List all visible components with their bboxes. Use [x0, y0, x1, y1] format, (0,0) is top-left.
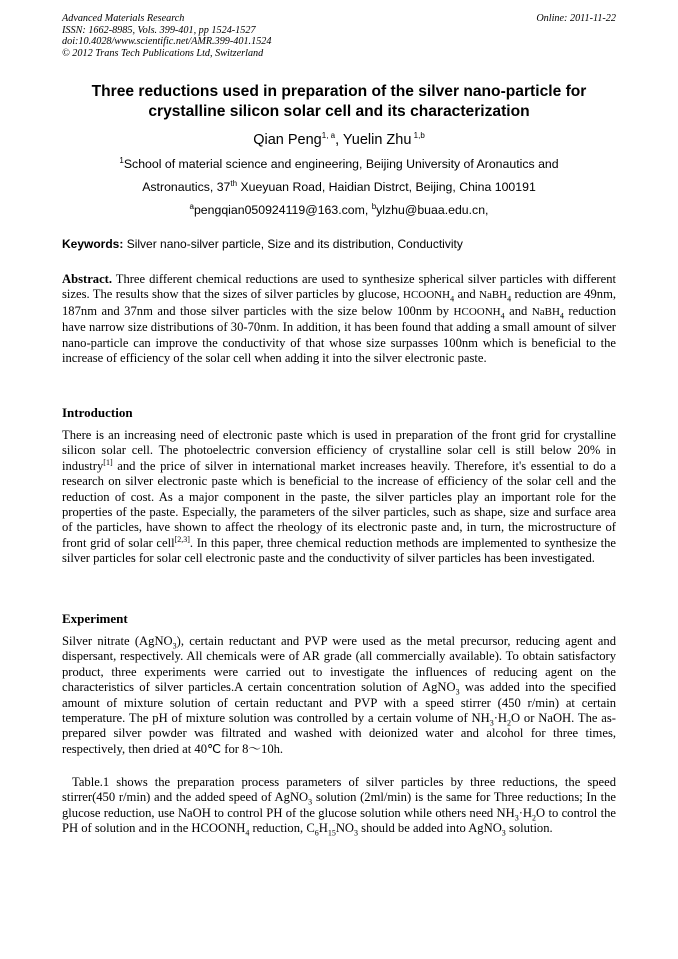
citation-ref[interactable]: [1]: [103, 457, 113, 467]
body-text: O or NaOH. The as-prepared silver powder was filtrated and washed with deionized water and alcohol for three times, respectively, then dried at 40℃ for 8～10h.: [62, 711, 616, 756]
email-link[interactable]: pengqian050924119@163.com,: [193, 203, 372, 217]
subscript: 4: [507, 294, 512, 304]
author-name: Yuelin Zhu: [342, 132, 412, 148]
journal-name: Advanced Materials Research: [62, 13, 185, 24]
body-text: should be added into AgNO: [358, 821, 502, 836]
chemical-formula: HCOONH: [453, 305, 501, 318]
chemical-formula: NaBH: [479, 289, 508, 302]
subscript: 3: [455, 687, 460, 697]
subscript: 2: [532, 813, 537, 823]
chemical-formula: NaBH: [531, 305, 560, 318]
subscript: 3: [489, 718, 494, 728]
body-text: solution.: [505, 821, 553, 836]
abstract-text: and: [454, 287, 480, 302]
abstract-text: and: [504, 303, 532, 318]
author-list: [62, 130, 616, 150]
ordinal-suffix: th: [230, 178, 238, 188]
title-line-2: crystalline silicon solar cell and its characterization: [148, 103, 530, 120]
copyright-line: © 2012 Trans Tech Publications Ltd, Switzerland: [62, 47, 264, 59]
author-affil-marker: 1, a: [321, 131, 336, 141]
author-emails: [62, 202, 616, 218]
body-text: NO: [335, 821, 355, 836]
abstract-text: reduction are 49nm, 187nm and 37nm and those silver particles with the size below 100nm by: [62, 287, 617, 318]
email-marker: a: [189, 201, 194, 211]
body-text: There is an increasing need of electronic paste which is used in preparation of the front grid for crystalline silicon solar cell. The photoelectric conversion efficiency of crystalline solar cell is still below 20% in industry: [62, 428, 616, 473]
abstract-label: Abstract.: [62, 272, 113, 286]
keywords-text: Silver nano-silver particle, Size and its distribution, Conductivity: [123, 237, 463, 251]
author-name: Qian Peng: [253, 132, 322, 148]
subscript: 3: [514, 813, 519, 823]
introduction-paragraph: [62, 428, 616, 567]
body-text: ), certain reductant and PVP were used as the metal precursor, reducing agent and dispersant, respectively. All chemicals were of AR grade (all commercially available). To obtain satisfactory product, three experiments were carried out to investigate the influences of reducing agent on the characteristics of silver particles.A certain concentration solution of AgNO: [62, 634, 616, 695]
body-text: ·H: [493, 711, 507, 726]
abstract-text: reduction have narrow size distributions of 30-70nm. In addition, it has been found that adding a small amount of silver nano-particle can improve the conductivity of that whose size surpasses 100nm which is beneficial to the increase of efficiency of the solar cell when adding it into the silver electronic paste.: [62, 303, 616, 366]
abstract-paragraph: [62, 272, 616, 366]
keywords-label: Keywords:: [62, 237, 124, 251]
subscript: 15: [327, 828, 336, 838]
body-text: was added into the specified amount of mixture solution of certain reductant and PVP with a speed stirrer (450 r/min) at certain temperature. The pH of mixture solution was controlled by a certain volume of NH: [62, 680, 616, 726]
chemical-formula: HCOONH: [403, 289, 451, 302]
body-text: and the price of silver in international market increases heavily. Therefore, it's essential to do a research on silver electronic paste which is beneficial to the increase of efficiency of the solar cell and the reduction of cost. As a major component in the paste, the silver particles play an important role for the properties of the paste. Especially, the parameters of the silver particles, such as shape, size and surface area of the particles, have shown to affect the rheology of its electronic paste and, in turn, the microstructure of front grid of solar cell: [62, 458, 616, 550]
affiliation-line-1: [62, 156, 616, 172]
body-text: ·H: [518, 805, 533, 820]
subscript: 3: [354, 828, 359, 838]
doi-link[interactable]: doi:10.4028/www.scientific.net/AMR.399-401.1524: [62, 36, 272, 48]
subscript: 3: [501, 828, 506, 838]
abstract-text: Three different chemical reductions are used to synthesize spherical silver particles with different sizes. The results show that the sizes of silver particles by glucose,: [62, 272, 616, 302]
title-line-1: Three reductions used in preparation of the silver nano-particle for: [91, 83, 587, 100]
affiliation-line-2: [62, 179, 616, 195]
affiliation-text: Xueyuan Road, Haidian Distrct, Beijing, China 100191: [237, 180, 536, 194]
affiliation-text: Astronautics, 37: [142, 180, 231, 194]
experiment-paragraph-2: [62, 775, 616, 837]
keywords-line: [62, 236, 616, 252]
author-separator: ,: [335, 132, 343, 148]
body-text: . In this paper, three chemical reduction methods are implemented to synthesize the silver particles for solar cell electronic paste and the conductivity of silver particles has been investigated.: [62, 535, 616, 566]
section-heading-introduction: Introduction: [62, 405, 133, 420]
subscript: 4: [450, 294, 455, 304]
citation-ref[interactable]: [2,3]: [174, 534, 190, 544]
body-text: Table.1 shows the preparation process parameters of silver particles by three reductions, the speed stirrer(450 r/min) and the added speed of AgNO: [62, 775, 616, 805]
affil-marker: 1: [119, 155, 124, 165]
affiliation-text: School of material science and engineering, Beijing University of Aronautics and: [123, 157, 559, 171]
subscript: 4: [500, 311, 505, 321]
subscript: 4: [245, 828, 250, 838]
online-date: Online: 2011-11-22: [536, 13, 616, 24]
section-heading-experiment: Experiment: [62, 611, 128, 626]
journal-header: [62, 13, 616, 59]
experiment-paragraph-1: [62, 634, 616, 757]
body-text: O to control the PH of solution and in the HCOONH: [62, 805, 616, 836]
body-text: Silver nitrate (AgNO: [62, 634, 173, 648]
body-text: H: [318, 821, 328, 836]
subscript: 4: [559, 311, 564, 321]
subscript: 3: [308, 797, 313, 807]
body-text: solution (2ml/min) is the same for Three reductions; In the glucose reduction, use NaOH to control PH of the glucose solution while others need NH: [62, 790, 616, 820]
author-affil-marker: 1,b: [411, 131, 425, 141]
issn-line: ISSN: 1662-8985, Vols. 399-401, pp 1524-1527: [62, 24, 256, 36]
email-marker: b: [371, 201, 377, 211]
subscript: 3: [172, 641, 177, 651]
subscript: 6: [314, 828, 319, 838]
email-link[interactable]: ylzhu@buaa.edu.cn,: [376, 203, 489, 217]
body-text: reduction, C: [249, 821, 315, 836]
subscript: 2: [507, 718, 511, 728]
paper-title: [62, 82, 616, 122]
